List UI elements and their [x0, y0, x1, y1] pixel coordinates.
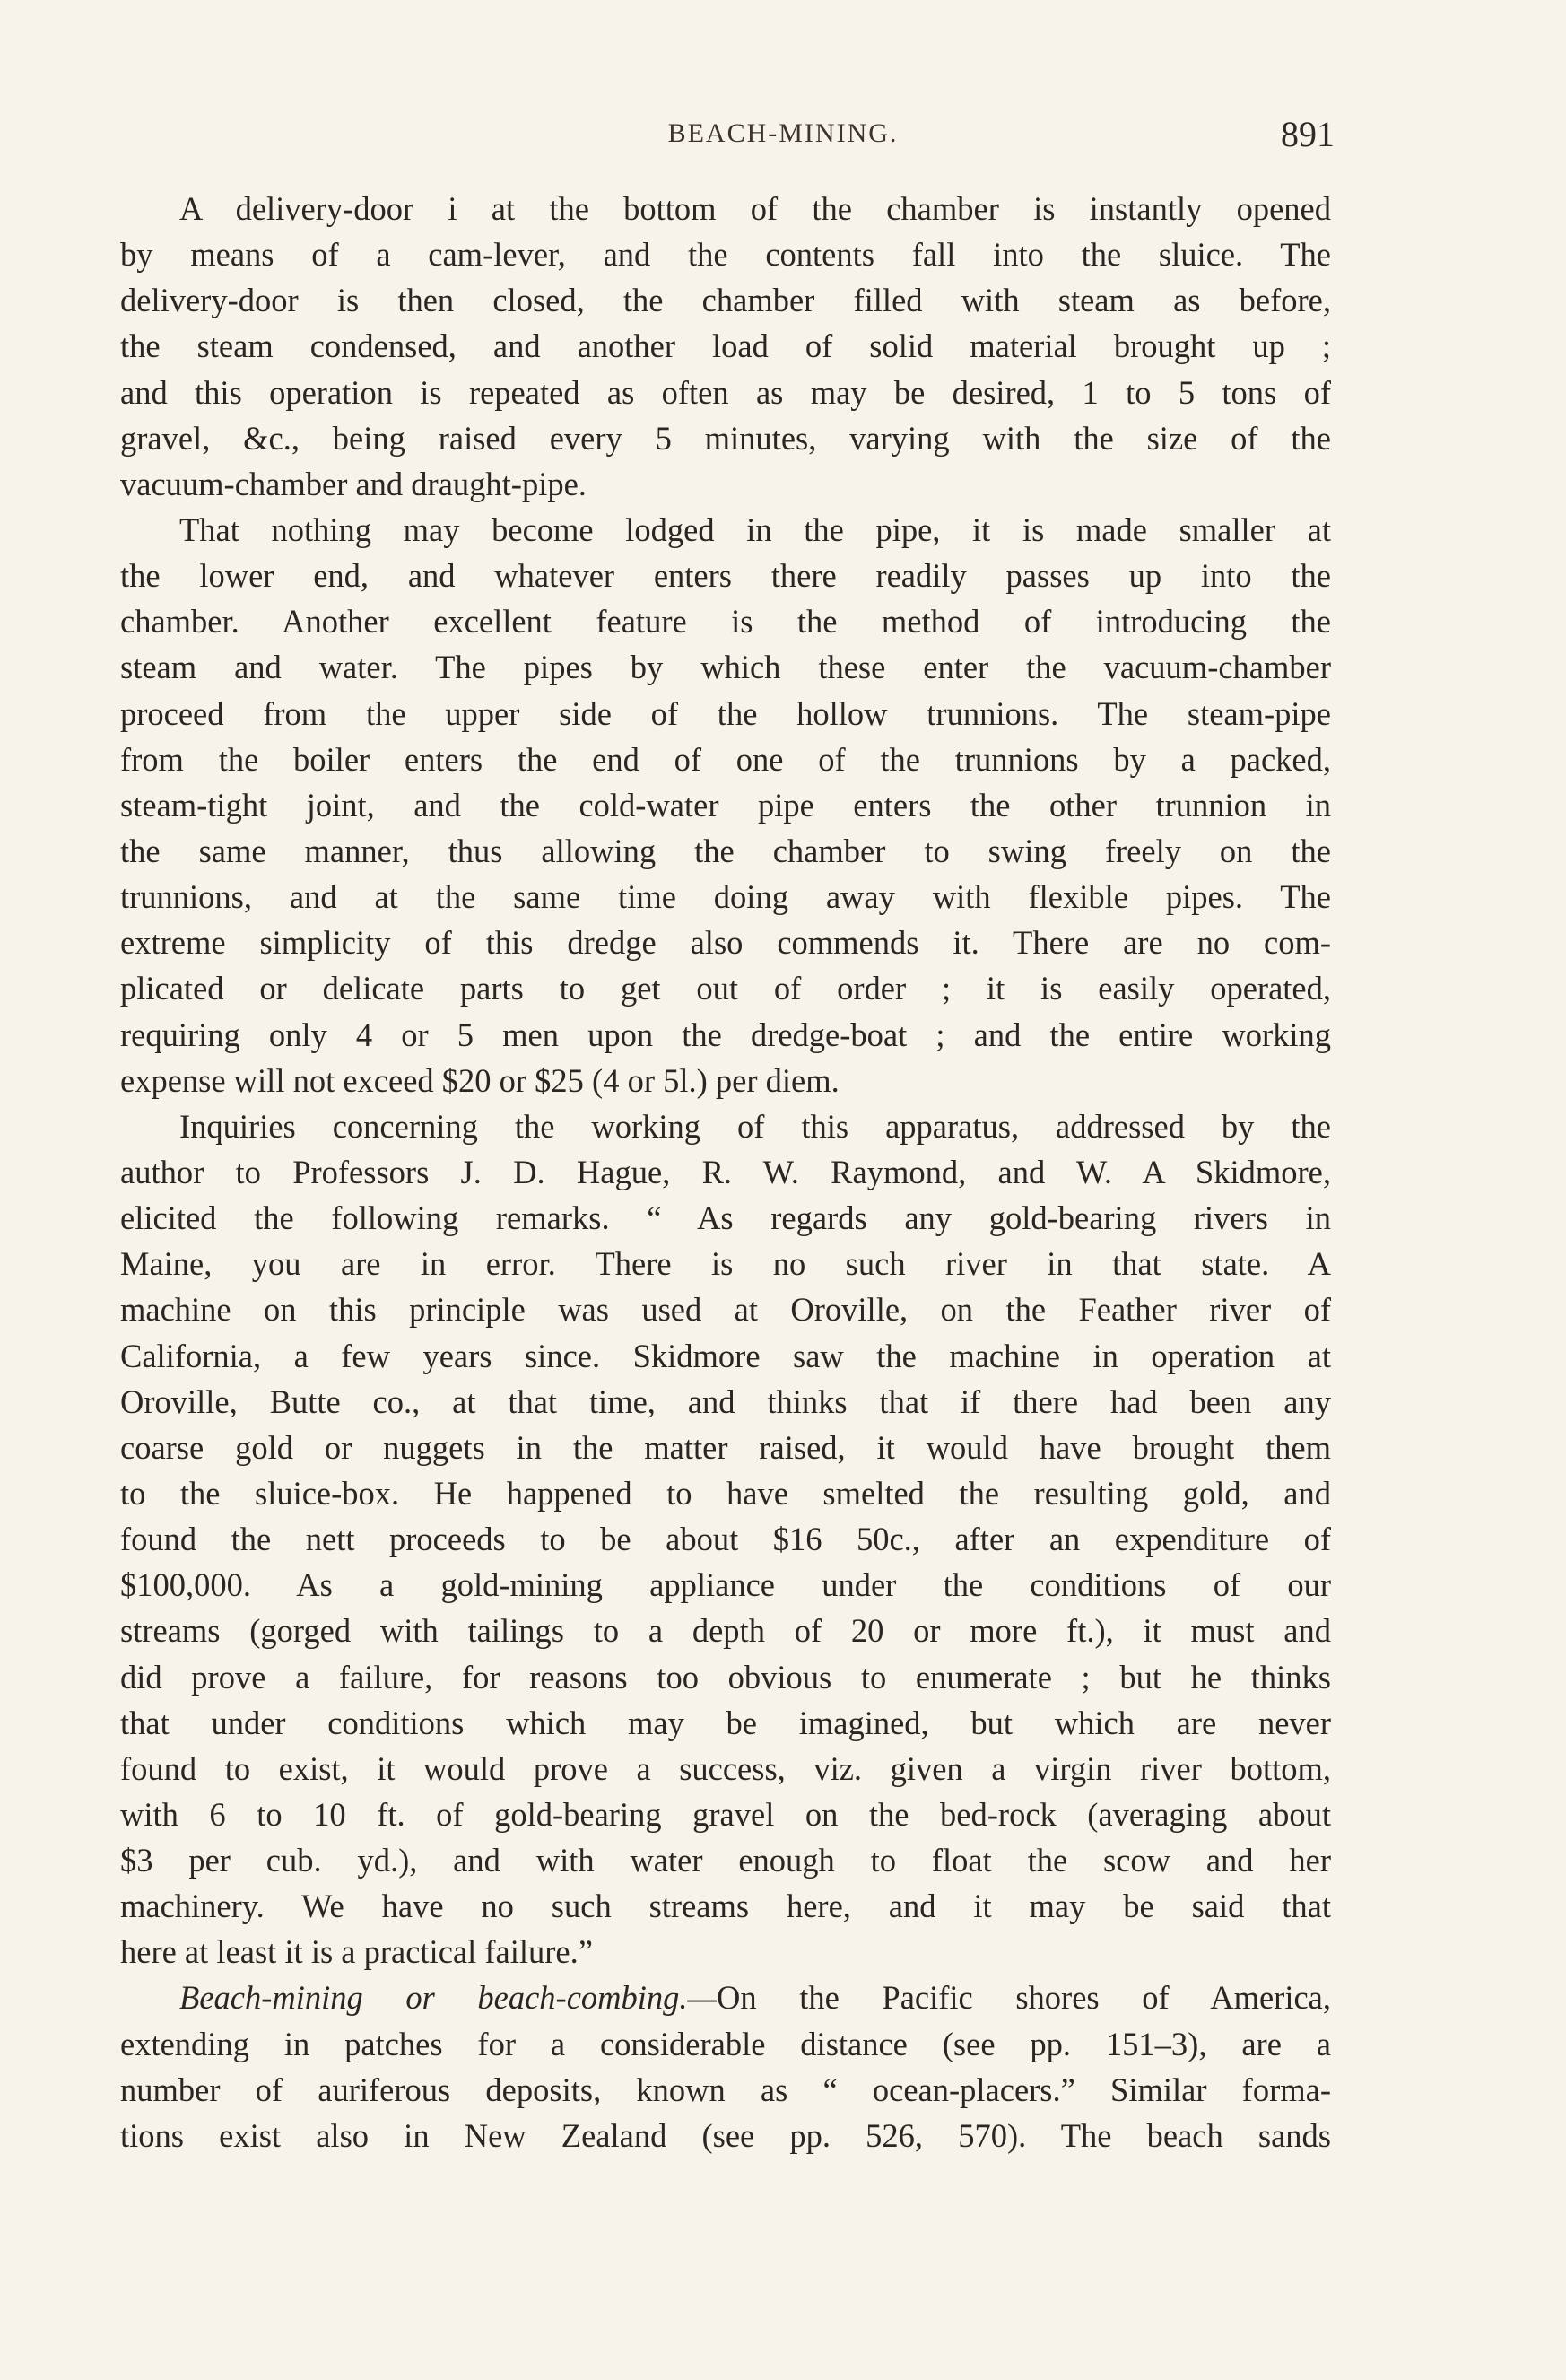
text-line: found to exist, it would prove a success, viz. given a virgin river bottom,	[120, 1749, 1331, 1787]
text-line: machinery. We have no such streams here, and it may be said that	[120, 1887, 1331, 1925]
text-line: chamber. Another excellent feature is the method of introducing the	[120, 603, 1331, 641]
text-line: tions exist also in New Zealand (see pp. 526, 570). The beach sands	[120, 2116, 1331, 2154]
text-line: the steam condensed, and another load of solid material brought up ;	[120, 327, 1331, 365]
running-title: BEACH-MINING.	[667, 118, 899, 148]
text-line: the lower end, and whatever enters there readily passes up into the	[120, 557, 1331, 595]
text-line: steam and water. The pipes by which these enter the vacuum-chamber	[120, 649, 1331, 686]
text-line: and this operation is repeated as often as may be desired, 1 to 5 tons of	[120, 373, 1331, 411]
text-line: A delivery-door i at the bottom of the chamber is instantly opened	[179, 190, 1331, 227]
text-line: expense will not exceed $20 or $25 (4 or 5l.) per diem.	[120, 1061, 840, 1099]
text-line: delivery-door is then closed, the chamber filled with steam as before,	[120, 282, 1331, 319]
running-head	[0, 113, 1566, 153]
text-line: $3 per cub. yd.), and with water enough to float the scow and her	[120, 1842, 1331, 1879]
text-line: streams (gorged with tailings to a depth of 20 or more ft.), it must and	[120, 1612, 1331, 1650]
text-line: extreme simplicity of this dredge also commends it. There are no com-	[120, 924, 1331, 962]
text-line: requiring only 4 or 5 men upon the dredge-boat ; and the entire working	[120, 1016, 1331, 1053]
text-line: that under conditions which may be imagined, but which are never	[120, 1704, 1331, 1741]
text-line: plicated or delicate parts to get out of order ; it is easily operated,	[120, 970, 1331, 1007]
section-line-text: On the Pacific shores of America,	[717, 1979, 1331, 2017]
text-line: vacuum-chamber and draught-pipe.	[120, 465, 587, 502]
text-line: found the nett proceeds to be about $16 50c., after an expenditure of	[120, 1521, 1331, 1558]
text-line: by means of a cam-lever, and the contents fall into the sluice. The	[120, 236, 1331, 274]
text-line: That nothing may become lodged in the pipe, it is made smaller at	[179, 510, 1331, 548]
text-line: coarse gold or nuggets in the matter raised, it would have brought them	[120, 1428, 1331, 1466]
text-line: elicited the following remarks. “ As regards any gold-bearing rivers in	[120, 1199, 1331, 1237]
text-line: steam-tight joint, and the cold-water pipe enters the other trunnion in	[120, 786, 1331, 824]
text-line: author to Professors J. D. Hague, R. W. Raymond, and W. A Skidmore,	[120, 1153, 1331, 1190]
text-line: extending in patches for a considerable distance (see pp. 151–3), are a	[120, 2025, 1331, 2062]
text-line: California, a few years since. Skidmore saw the machine in operation at	[120, 1337, 1331, 1374]
text-line: the same manner, thus allowing the chamber to swing freely on the	[120, 832, 1331, 869]
page-number: 891	[1281, 114, 1335, 154]
text-line: gravel, &c., being raised every 5 minutes, varying with the size of the	[120, 419, 1331, 457]
text-line: Maine, you are in error. There is no such river in that state. A	[120, 1245, 1331, 1283]
text-line: machine on this principle was used at Oroville, on the Feather river of	[120, 1291, 1331, 1329]
text-line: here at least it is a practical failure.”	[120, 1933, 593, 1971]
text-line: trunnions, and at the same time doing away with flexible pipes. The	[120, 878, 1331, 916]
text-line: Oroville, Butte co., at that time, and thinks that if there had been any	[120, 1382, 1331, 1420]
text-line: number of auriferous deposits, known as “ ocean-placers.” Similar forma-	[120, 2071, 1331, 2108]
section-heading: Beach-mining or beach-combing.—	[179, 1979, 717, 2017]
text-line: with 6 to 10 ft. of gold-bearing gravel on the bed-rock (averaging about	[120, 1795, 1331, 1833]
text-line: did prove a failure, for reasons too obvious to enumerate ; but he thinks	[120, 1658, 1331, 1696]
text-line: $100,000. As a gold-mining appliance under the conditions of our	[120, 1566, 1331, 1604]
text-line-section-start	[120, 1975, 1331, 2020]
text-line: Inquiries concerning the working of this apparatus, addressed by the	[179, 1107, 1331, 1145]
text-line: to the sluice-box. He happened to have smelted the resulting gold, and	[120, 1474, 1331, 1512]
text-line: from the boiler enters the end of one of the trunnions by a packed,	[120, 740, 1331, 778]
body-text	[120, 186, 1331, 2158]
text-line: proceed from the upper side of the hollow trunnions. The steam-pipe	[120, 694, 1331, 732]
